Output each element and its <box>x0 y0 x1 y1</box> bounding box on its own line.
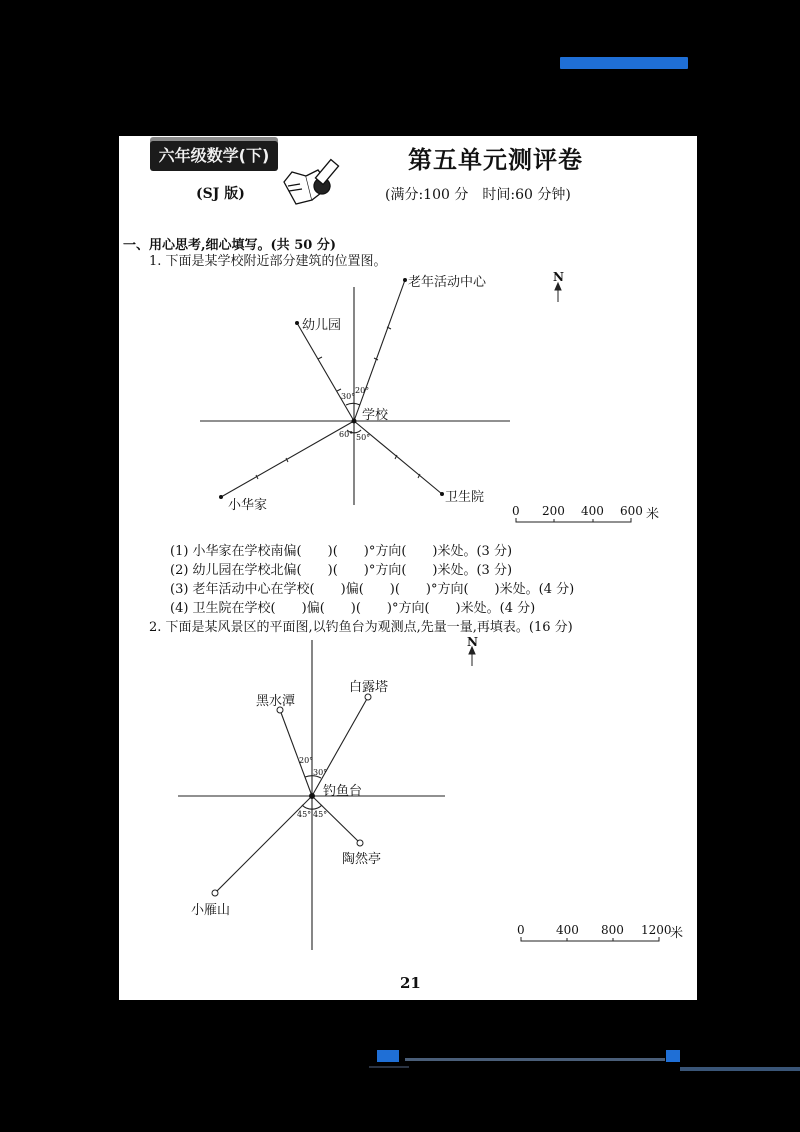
angle-label: 45° <box>297 810 312 819</box>
footer-logo-left <box>377 1050 399 1062</box>
subquestion: (3) 老年活动中心在学校( )偏( )( )°方向( )米处。(4 分) <box>170 582 575 597</box>
footer-bar-right <box>680 1067 800 1071</box>
subquestion: (4) 卫生院在学校( )偏( )( )°方向( )米处。(4 分) <box>170 601 536 616</box>
angle-label: 60° <box>339 430 354 439</box>
angle-label: 50° <box>356 433 371 442</box>
grade-label: 六年级数学(下) <box>150 141 278 171</box>
edition-label: (SJ 版) <box>196 186 245 202</box>
page-title: 第五单元测评卷 <box>408 145 583 174</box>
scale-unit: 米 <box>646 507 660 522</box>
angle-label: 20° <box>299 756 314 765</box>
scale-tick: 200 <box>542 504 565 518</box>
question-2-prompt: 2. 下面是某风景区的平面图,以钓鱼台为观测点,先量一量,再填表。(16 分) <box>149 620 573 635</box>
page-number: 21 <box>400 974 421 992</box>
angle-label: 30° <box>313 768 328 777</box>
scale-tick: 600 <box>620 504 643 518</box>
footer-logo-right <box>666 1050 680 1062</box>
place-label: 小华家 <box>228 498 268 513</box>
center-label: 学校 <box>362 408 389 423</box>
north-label: N <box>553 270 564 284</box>
scale-tick: 0 <box>512 504 520 518</box>
scale-unit: 米 <box>670 926 684 941</box>
north-label: N <box>467 635 478 649</box>
footer-underline-left <box>369 1066 409 1068</box>
scale-tick: 1200 <box>641 923 672 937</box>
footer-divider <box>405 1058 665 1061</box>
center-label: 钓鱼台 <box>323 784 363 799</box>
angle-label: 45° <box>313 810 328 819</box>
section-heading: 一、用心思考,细心填写。(共 50 分) <box>123 238 336 253</box>
scale-tick: 800 <box>601 923 624 937</box>
angle-label: 20° <box>355 386 370 395</box>
question-1-prompt: 1. 下面是某学校附近部分建筑的位置图。 <box>149 254 387 269</box>
place-label: 老年活动中心 <box>408 275 487 290</box>
score-time-info: (满分:100 分 时间:60 分钟) <box>385 187 571 203</box>
place-label: 黑水潭 <box>256 694 296 709</box>
scale-tick: 400 <box>581 504 604 518</box>
place-label: 陶然亭 <box>342 852 382 867</box>
place-label: 幼儿园 <box>302 318 342 333</box>
subquestion: (1) 小华家在学校南偏( )( )°方向( )米处。(3 分) <box>170 544 513 559</box>
angle-label: 30° <box>341 392 356 401</box>
place-label: 小雁山 <box>191 903 231 918</box>
subquestion: (2) 幼儿园在学校北偏( )( )°方向( )米处。(3 分) <box>170 563 513 578</box>
place-label: 卫生院 <box>445 490 485 505</box>
scale-tick: 0 <box>517 923 525 937</box>
scale-tick: 400 <box>556 923 579 937</box>
place-label: 白露塔 <box>349 680 389 695</box>
